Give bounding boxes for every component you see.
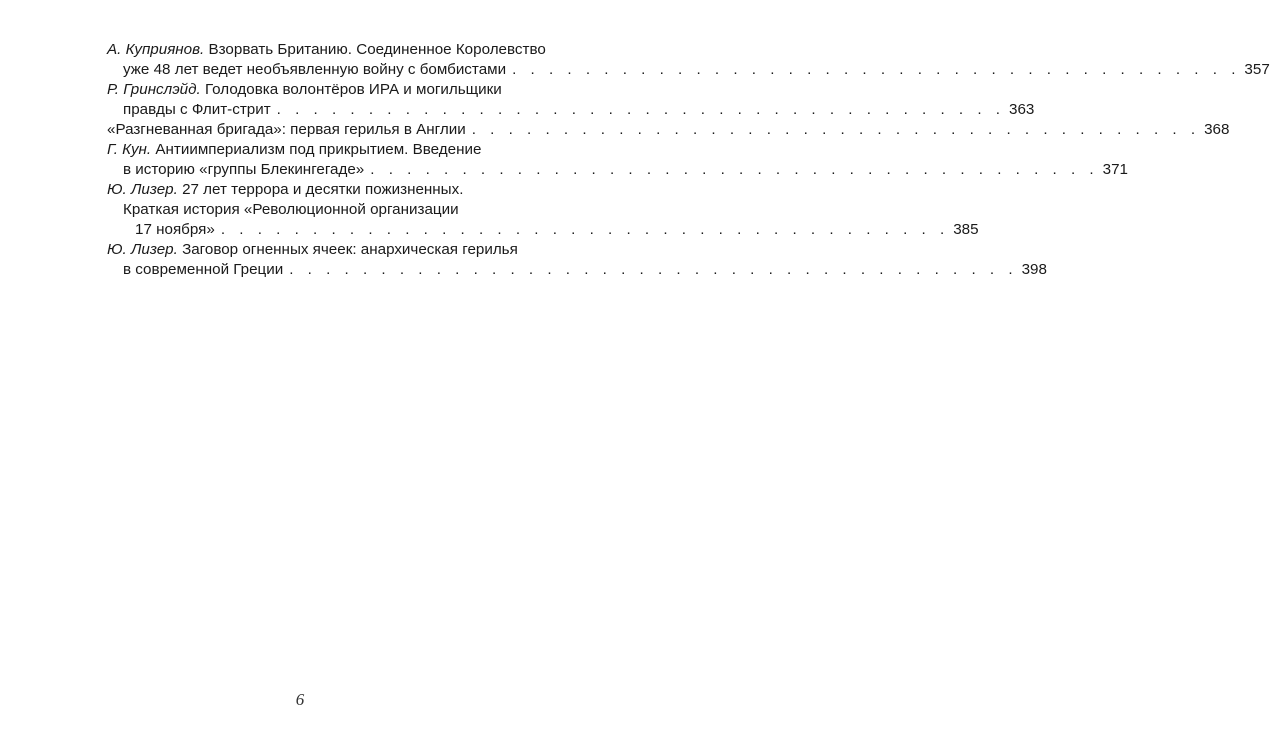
toc-page-number: 398 [1021,261,1047,278]
toc-line [107,60,1270,80]
toc-entry [107,120,1230,140]
dot-leader: . . . . . . . . . . . . . . . . . . . . . . . . . . . . . . . . . . . . . . . . [220,221,950,238]
toc-page-number: 357 [1244,61,1270,78]
toc-title: Взорвать Британию. Соединенное Королевство [208,41,546,58]
toc-entry [107,240,1047,280]
toc-title: 27 лет террора и десятки пожизненных. [182,181,464,198]
toc-page-number: 368 [1204,121,1230,138]
toc-line [107,160,1128,180]
toc-title: в историю «группы Блекингегаде» [123,161,365,178]
toc-line [107,80,500,100]
page-number: 6 [295,690,305,709]
dot-leader: . . . . . . . . . . . . . . . . . . . . . . . . . . . . . . . . . . . . . . . . [370,161,1099,178]
toc-line [107,180,500,200]
toc-entry [107,80,1035,120]
toc-line [107,40,546,60]
dot-leader: . . . . . . . . . . . . . . . . . . . . . . . . . . . . . . . . . . . . . . . . [512,61,1241,78]
toc-title: Антиимпериализм под прикрытием. Введение [155,141,482,158]
toc-title: в современной Греции [123,261,284,278]
toc-page-number: 363 [1009,101,1035,118]
dot-leader: . . . . . . . . . . . . . . . . . . . . . . . . . . . . . . . . . . . . . . . . [289,261,1018,278]
dot-leader: . . . . . . . . . . . . . . . . . . . . . . . . . . . . . . . . . . . . . . . . [471,121,1201,138]
toc-title: Заговор огненных ячеек: анархическая герилья [182,241,518,258]
toc-author: Г. Кун. [107,141,152,158]
toc-title: уже 48 лет ведет необъявленную войну с бомбистами [123,61,507,78]
toc-line [107,240,518,260]
toc-entry [107,40,1270,80]
toc-author: А. Куприянов. [107,41,205,58]
toc-title: 17 ноября» [135,221,215,238]
toc-page-number: 371 [1102,161,1128,178]
toc-line [107,140,500,160]
toc-line [107,200,500,220]
toc-line [107,100,1035,120]
toc-entry [107,140,1128,180]
toc-page-number: 385 [953,221,979,238]
toc-author: Р. Гринслэйд. [107,81,201,98]
table-of-contents [107,40,1270,280]
toc-title: «Разгневанная бригада»: первая герилья в Англии [107,121,466,138]
toc-line [107,220,979,240]
dot-leader: . . . . . . . . . . . . . . . . . . . . . . . . . . . . . . . . . . . . . . . . [276,101,1006,118]
toc-title: правды с Флит-стрит [123,101,271,118]
toc-title: Краткая история «Революционной организации [123,201,459,218]
toc-line [107,120,1230,140]
toc-author: Ю. Лизер. [107,241,178,258]
toc-line [107,260,1047,280]
toc-entry [107,180,979,240]
toc-author: Ю. Лизер. [107,181,178,198]
toc-title: Голодовка волонтёров ИРА и могильщики [204,81,502,98]
